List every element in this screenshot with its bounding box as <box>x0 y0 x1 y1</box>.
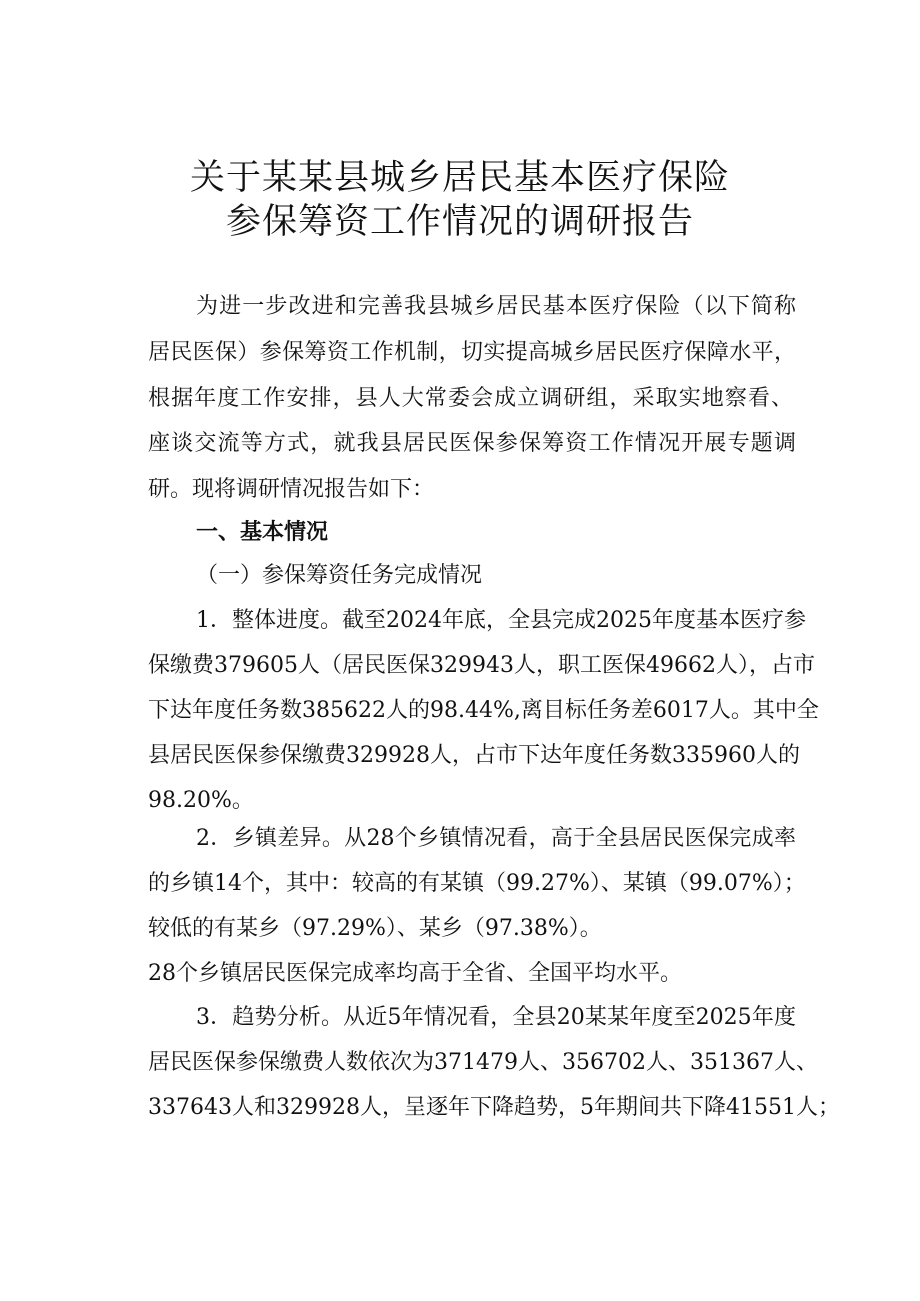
intro-line: 座谈交流等方式，就我县居民医保参保筹资工作情况开展专题调 <box>148 431 796 456</box>
intro-line: 为进一步改进和完善我县城乡居民基本医疗保险（以下简称 <box>196 294 796 319</box>
intro-line: 居民医保）参保筹资工作机制，切实提高城乡居民医疗保障水平， <box>148 340 796 365</box>
item-2-line: 28个乡镇居民医保完成率均高于全省、全国平均水平。 <box>148 961 682 986</box>
intro-line: 研。现将调研情况报告如下： <box>148 477 435 502</box>
item-3-line: 337643人和329928人，呈逐年下降趋势，5年期间共下降41551人； <box>148 1095 840 1120</box>
item-2-line: 2．乡镇差异。从28个乡镇情况看，高于全县居民医保完成率 <box>196 826 796 851</box>
item-2-line: 较低的有某乡（97.29%）、某乡（97.38%）。 <box>148 916 602 941</box>
item-1-line: 县居民医保参保缴费329928人，占市下达年度任务数335960人的 <box>148 743 800 768</box>
item-2-line: 的乡镇14个，其中：较高的有某镇（99.27%）、某镇（99.07%）； <box>148 871 806 896</box>
intro-line: 根据年度工作安排，县人大常委会成立调研组，采取实地察看、 <box>148 386 793 411</box>
item-1-line: 98.20%。 <box>148 788 254 813</box>
item-1-line: 下达年度任务数385622人的98.44%,离目标任务差6017人。其中全 <box>148 698 819 723</box>
item-1-line: 保缴费379605人（居民医保329943人，职工医保49662人），占市 <box>148 653 815 678</box>
subsection-heading: （一）参保筹资任务完成情况 <box>196 563 483 588</box>
section-heading: 一、基本情况 <box>196 520 329 545</box>
item-3-line: 3．趋势分析。从近5年情况看，全县20某某年度至2025年度 <box>196 1005 796 1030</box>
item-3-line: 居民医保参保缴费人数依次为371479人、356702人、351367人、 <box>148 1050 818 1075</box>
document-title-line-1: 关于某某县城乡居民基本医疗保险 <box>189 158 730 198</box>
item-1-line: 1．整体进度。截至2024年底，全县完成2025年度基本医疗参 <box>196 608 806 633</box>
document-title-line-2: 参保筹资工作情况的调研报告 <box>225 202 694 242</box>
